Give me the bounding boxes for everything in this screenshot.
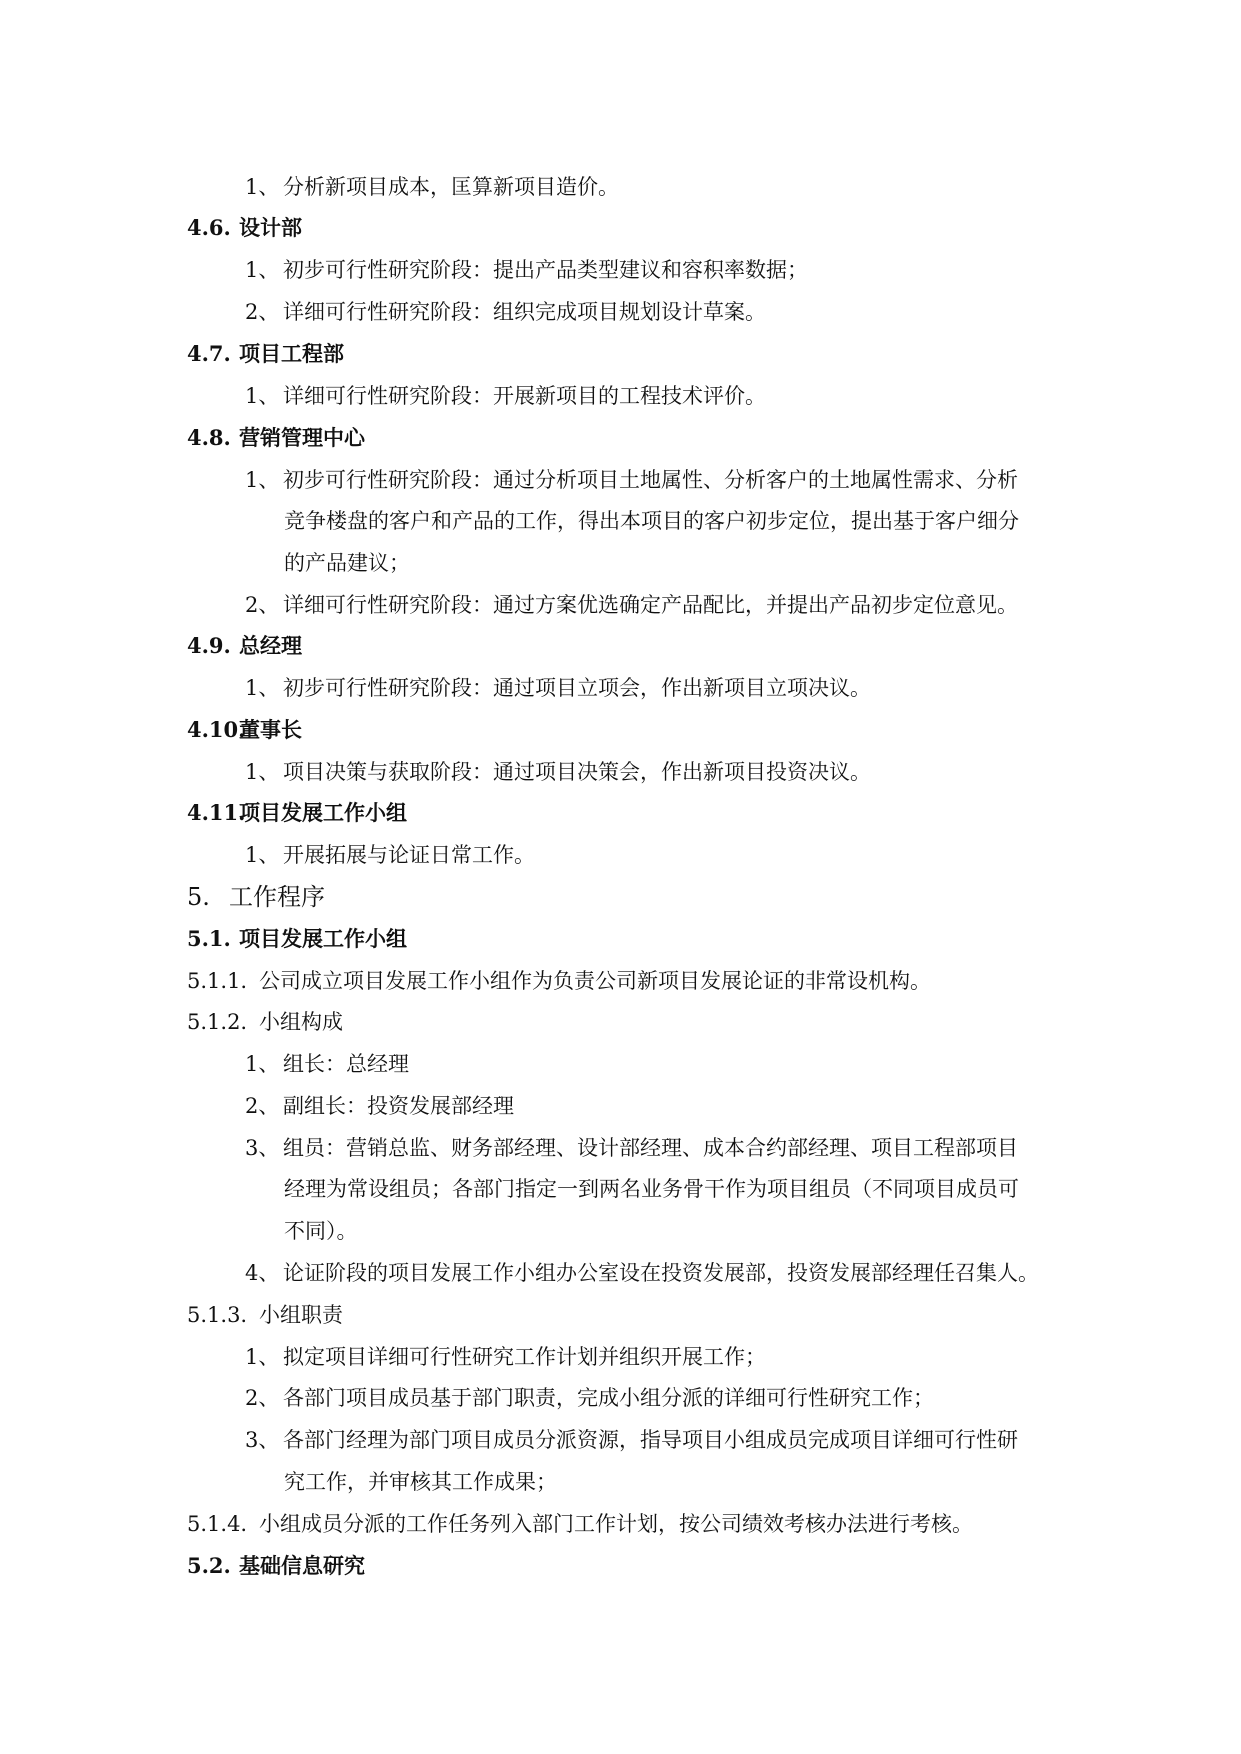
item-number: 1、 [245,1052,280,1076]
list-item [245,1342,766,1372]
line-text: 分析新项目成本，匡算新项目造价。 [283,175,619,199]
section-heading [187,339,344,369]
line-text: 初步可行性研究阶段：通过分析项目土地属性、分析客户的土地属性需求、分析 [283,468,1018,492]
item-number: 2、 [245,593,280,617]
line-text: 初步可行性研究阶段：通过项目立项会，作出新项目立项决议。 [283,676,871,700]
item-number: 4.6. [187,215,231,240]
item-number: 4.9. [187,633,231,658]
item-number: 2、 [245,1094,280,1118]
clause [187,1300,343,1330]
section-heading [187,1551,365,1581]
list-item [245,465,1018,495]
item-number: 1、 [245,1345,280,1369]
line-text: 项目发展工作小组 [239,800,407,825]
list-item-continuation [284,506,1019,536]
line-text: 详细可行性研究阶段：开展新项目的工程技术评价。 [283,384,766,408]
list-item [245,590,1018,620]
list-item [245,381,766,411]
item-number: 5.1. [187,926,231,951]
line-text: 论证阶段的项目发展工作小组办公室设在投资发展部，投资发展部经理任召集人。 [283,1261,1039,1285]
list-item [245,297,766,327]
line-text: 竞争楼盘的客户和产品的工作，得出本项目的客户初步定位，提出基于客户细分 [284,509,1019,533]
item-number: 4、 [245,1261,280,1285]
line-text: 详细可行性研究阶段：通过方案优选确定产品配比，并提出产品初步定位意见。 [283,593,1018,617]
line-text: 小组构成 [259,1010,343,1034]
item-number: 3、 [245,1136,280,1160]
line-text: 详细可行性研究阶段：组织完成项目规划设计草案。 [283,300,766,324]
item-number: 5.2. [187,1553,231,1578]
list-item [245,1383,934,1413]
line-text: 副组长：投资发展部经理 [283,1094,514,1118]
line-text: 基础信息研究 [239,1553,365,1578]
line-text: 项目发展工作小组 [239,926,407,951]
item-number: 3、 [245,1428,280,1452]
list-item [245,1133,1018,1163]
item-number: 2、 [245,1386,280,1410]
item-number: 1、 [245,676,280,700]
line-text: 各部门项目成员基于部门职责，完成小组分派的详细可行性研究工作； [283,1386,934,1410]
section-heading [187,798,407,828]
line-text: 组员：营销总监、财务部经理、设计部经理、成本合约部经理、项目工程部项目 [283,1136,1018,1160]
list-item [245,1091,514,1121]
line-text: 董事长 [239,717,302,742]
item-number: 5.1.1. [187,969,248,993]
line-text: 项目工程部 [239,341,344,366]
item-number: 1、 [245,384,280,408]
clause [187,1509,973,1539]
item-number: 4.10. [187,717,246,742]
item-number: 2、 [245,300,280,324]
list-item [245,673,871,703]
item-number: 4.11. [187,800,246,825]
list-item-continuation [284,1467,557,1497]
item-number: 5. [187,883,210,911]
section-heading [187,924,407,954]
list-item [245,255,808,285]
line-text: 不同）。 [284,1219,358,1243]
item-number: 5.1.2. [187,1010,248,1034]
line-text: 究工作，并审核其工作成果； [284,1470,557,1494]
section-heading [187,213,302,243]
line-text: 公司成立项目发展工作小组作为负责公司新项目发展论证的非常设机构。 [259,969,931,993]
item-number: 1、 [245,258,280,282]
item-number: 1、 [245,468,280,492]
line-text: 小组成员分派的工作任务列入部门工作计划，按公司绩效考核办法进行考核。 [259,1512,973,1536]
list-item [245,172,619,202]
clause [187,1007,343,1037]
line-text: 的产品建议； [284,551,410,575]
line-text: 项目决策与获取阶段：通过项目决策会，作出新项目投资决议。 [283,760,871,784]
section-heading [187,631,302,661]
item-number: 5.1.3. [187,1303,248,1327]
section-heading [187,423,365,453]
clause [187,966,931,996]
line-text: 工作程序 [229,883,325,911]
line-text: 总经理 [239,633,302,658]
item-number: 1、 [245,843,280,867]
chapter-heading [187,882,325,912]
list-item-continuation [284,1216,358,1246]
line-text: 各部门经理为部门项目成员分派资源，指导项目小组成员完成项目详细可行性研 [283,1428,1018,1452]
item-number: 1、 [245,760,280,784]
list-item-continuation [284,1174,1019,1204]
list-item [245,840,535,870]
item-number: 1、 [245,175,280,199]
item-number: 4.7. [187,341,231,366]
line-text: 营销管理中心 [239,425,365,450]
section-heading [187,715,302,745]
list-item [245,1425,1018,1455]
line-text: 组长：总经理 [283,1052,409,1076]
line-text: 小组职责 [259,1303,343,1327]
line-text: 设计部 [239,215,302,240]
list-item [245,757,871,787]
line-text: 拟定项目详细可行性研究工作计划并组织开展工作； [283,1345,766,1369]
list-item [245,1258,1039,1288]
line-text: 开展拓展与论证日常工作。 [283,843,535,867]
list-item-continuation [284,548,410,578]
line-text: 经理为常设组员；各部门指定一到两名业务骨干作为项目组员（不同项目成员可 [284,1177,1019,1201]
item-number: 4.8. [187,425,231,450]
item-number: 5.1.4. [187,1512,248,1536]
list-item [245,1049,409,1079]
line-text: 初步可行性研究阶段：提出产品类型建议和容积率数据； [283,258,808,282]
